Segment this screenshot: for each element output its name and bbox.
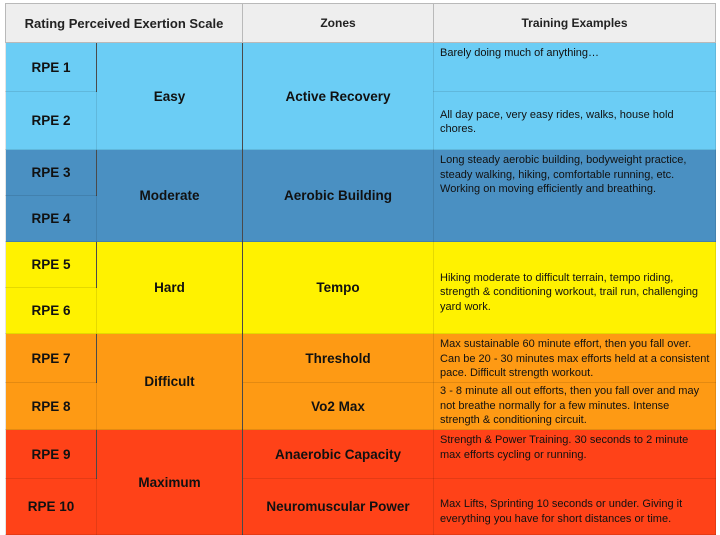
table-row (6, 430, 716, 479)
training-example: Max sustainable 60 minute effort, then you fall over. Can be 20 - 30 minutes max efforts held at a consistent pace. Difficult strength workout. (434, 334, 716, 383)
header-examples: Training Examples (434, 4, 716, 43)
intensity-label: Moderate (97, 150, 243, 242)
rpe-level: RPE 2 (6, 92, 97, 150)
rpe-level: RPE 8 (6, 383, 97, 430)
training-example: All day pace, very easy rides, walks, house hold chores. (434, 92, 716, 150)
intensity-label: Easy (97, 43, 243, 150)
training-example: Hiking moderate to difficult terrain, tempo riding, strength & conditioning workout, trail run, challenging yard work. (434, 242, 716, 334)
zone-label: Vo2 Max (243, 383, 434, 430)
table-row (6, 242, 716, 288)
training-example: 3 - 8 minute all out efforts, then you fall over and may not breathe normally for a few minutes. Intense strength & conditioning circuit. (434, 383, 716, 430)
zone-label: Tempo (243, 242, 434, 334)
zone-label: Anaerobic Capacity (243, 430, 434, 479)
intensity-label: Difficult (97, 334, 243, 430)
table-row (6, 334, 716, 383)
zone-label: Aerobic Building (243, 150, 434, 242)
header-zones: Zones (243, 4, 434, 43)
header-scale: Rating Perceived Exertion Scale (6, 4, 243, 43)
training-example: Max Lifts, Sprinting 10 seconds or under. Giving it everything you have for short distances or time. (434, 479, 716, 535)
header-row (6, 4, 716, 43)
rpe-table (5, 3, 716, 535)
zone-label: Threshold (243, 334, 434, 383)
rpe-level: RPE 3 (6, 150, 97, 196)
training-example: Barely doing much of anything… (434, 43, 716, 92)
intensity-label: Maximum (97, 430, 243, 535)
zone-label: Neuromuscular Power (243, 479, 434, 535)
rpe-level: RPE 4 (6, 196, 97, 242)
training-example: Long steady aerobic building, bodyweight practice, steady walking, hiking, comfortable running, etc. Working on moving efficiently and breathing. (434, 150, 716, 242)
zone-label: Active Recovery (243, 43, 434, 150)
rpe-level: RPE 6 (6, 288, 97, 334)
table-row (6, 43, 716, 92)
table-row (6, 150, 716, 196)
training-example: Strength & Power Training. 30 seconds to 2 minute max efforts cycling or running. (434, 430, 716, 479)
rpe-level: RPE 7 (6, 334, 97, 383)
rpe-level: RPE 5 (6, 242, 97, 288)
rpe-level: RPE 1 (6, 43, 97, 92)
rpe-level: RPE 9 (6, 430, 97, 479)
intensity-label: Hard (97, 242, 243, 334)
rpe-level: RPE 10 (6, 479, 97, 535)
